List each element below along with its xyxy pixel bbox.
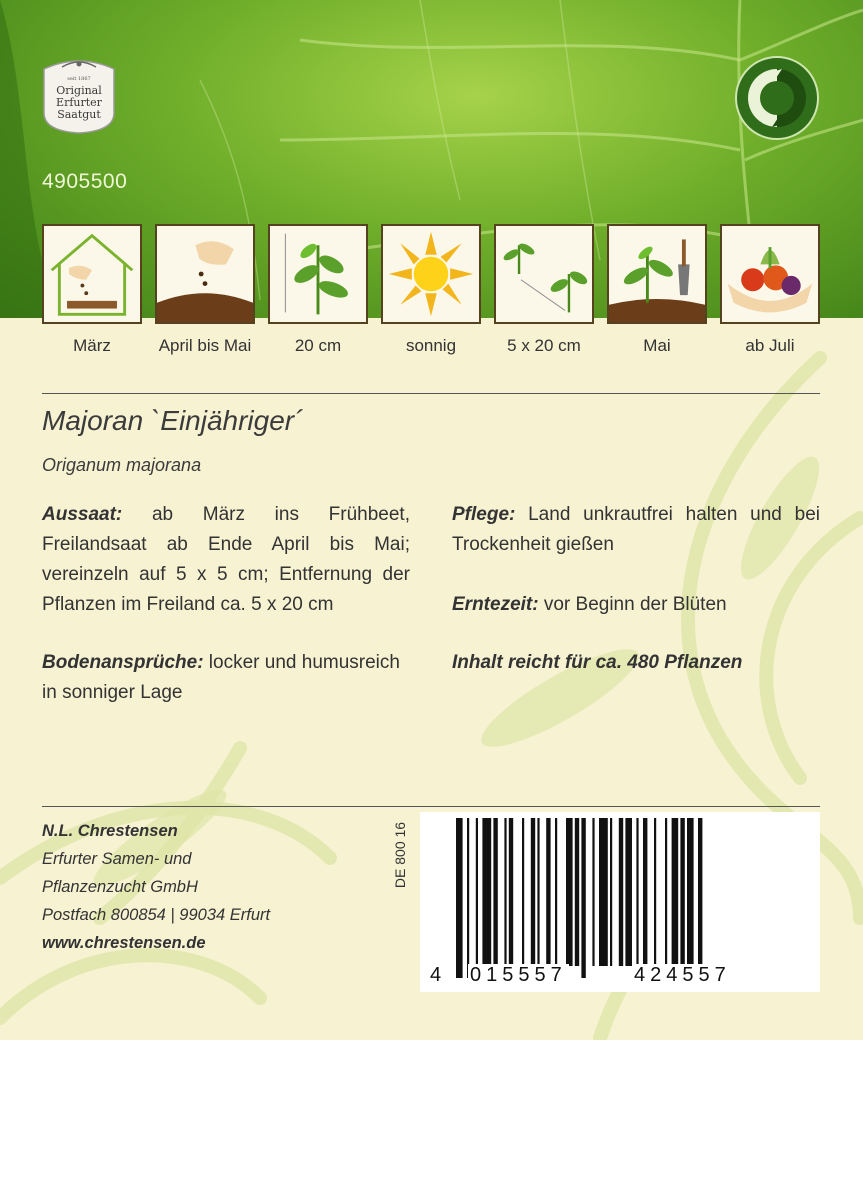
harvest-time (452, 590, 820, 620)
care-text: Land unkrautfrei halten und bei Trockenheit gießen (452, 504, 820, 555)
icon-label-indoor-sowing: März (73, 336, 111, 355)
company-address: Postfach 800854 | 99034 Erfurt (42, 906, 271, 924)
soil-text: locker und humusreich in sonniger Lage (42, 652, 400, 703)
sowing-instructions (42, 500, 410, 620)
company-info (42, 817, 270, 957)
control-code (388, 815, 412, 895)
planting-icon (607, 224, 707, 324)
ean-barcode (420, 812, 820, 992)
sowing-depth-icon (268, 224, 368, 324)
plant-spacing-icon (494, 224, 594, 324)
harvest-label: Erntezeit: (452, 594, 539, 615)
harvest-text: vor Beginn der Blüten (538, 594, 727, 615)
content-text: Inhalt reicht für ca. 480 Pflanzen (452, 652, 743, 673)
company-line1: Erfurter Samen- und (42, 850, 192, 868)
company-line2: Pflanzenzucht GmbH (42, 878, 198, 896)
barcode-group-2: 424557 (634, 964, 731, 986)
sowing-label: Aussaat: (42, 504, 123, 525)
barcode-first-digit: 4 (430, 964, 447, 986)
soil-requirements (42, 648, 410, 708)
indoor-sowing-icon (42, 224, 142, 324)
company-name: N.L. Chrestensen (42, 822, 178, 840)
icon-label-planting: Mai (643, 336, 671, 355)
seal-text: Original Erfurter Saatgut (56, 84, 102, 121)
control-code-text: DE 800 16 (392, 821, 408, 889)
harvest-icon (720, 224, 820, 324)
icon-label-spacing: 5 x 20 cm (507, 336, 581, 355)
icon-label-outdoor-sowing: April bis Mai (158, 336, 252, 355)
care-label: Pflege: (452, 504, 516, 525)
barcode-group-1: 015557 (470, 964, 567, 986)
company-website[interactable]: www.chrestensen.de (42, 934, 206, 952)
icon-label-harvest: ab Juli (745, 336, 795, 355)
icon-label-sowing-depth: 20 cm (294, 336, 342, 355)
content-note (452, 648, 820, 678)
seal-year: seit 1867 (67, 76, 91, 82)
divider-bottom (42, 806, 820, 807)
green-dot-recycling-icon (734, 55, 820, 141)
icon-label-sun: sonnig (405, 336, 457, 355)
care-instructions (452, 500, 820, 560)
sun-icon (381, 224, 481, 324)
latin-name: Origanum majorana (42, 455, 202, 475)
sowing-text: ab März ins Frühbeet, Freilandsaat ab Ende April bis Mai; vereinzeln auf 5 x 5 cm; Entfernung der Pflanzen im Freiland ca. 5 x 20 cm (42, 504, 410, 615)
soil-label: Bodenansprüche: (42, 652, 204, 673)
divider-top (42, 393, 820, 394)
outdoor-sowing-icon (155, 224, 255, 324)
product-title: Majoran `Einjähriger´ (42, 405, 304, 436)
article-number: 4905500 (42, 170, 128, 193)
